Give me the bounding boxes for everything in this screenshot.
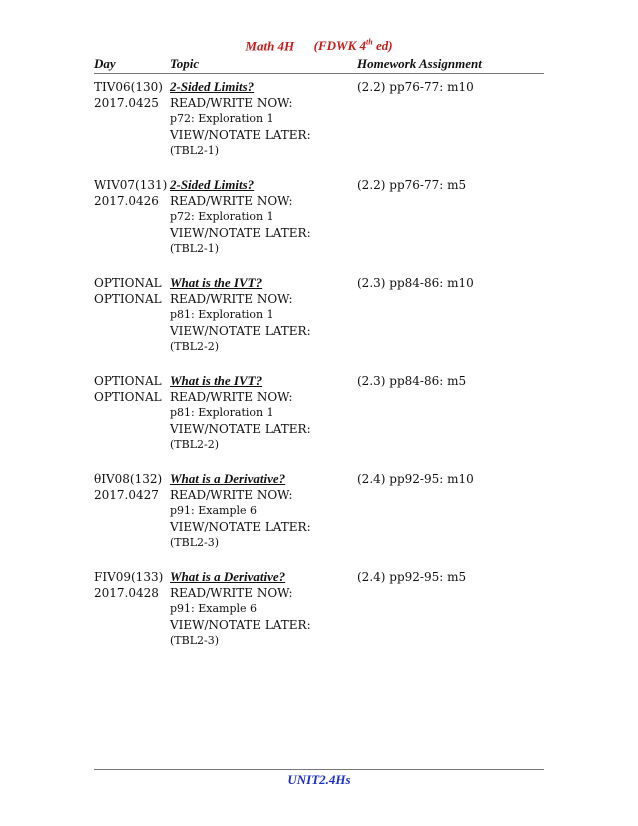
entry-day: FIV09(133) [94, 570, 164, 584]
entry-view-item: (TBL2-3) [170, 634, 220, 647]
entry-read-label: READ/WRITE NOW: [170, 96, 293, 110]
entry-day: OPTIONAL [94, 276, 162, 290]
entry-topic-cell [170, 471, 355, 551]
entry-topic-title: What is a Derivative? [170, 471, 286, 486]
entry-view-item: (TBL2-2) [170, 340, 220, 353]
entry-view-label: VIEW/NOTATE LATER: [170, 226, 311, 240]
entry-date: 2017.0428 [94, 586, 159, 600]
footer-unit-label: UNIT2.4Hs [287, 772, 351, 787]
entry-read-item: p81: Exploration 1 [170, 308, 274, 321]
entry-view-label: VIEW/NOTATE LATER: [170, 422, 311, 436]
entry-view-label: VIEW/NOTATE LATER: [170, 618, 311, 632]
entry-read-item: p72: Exploration 1 [170, 210, 274, 223]
schedule-list [94, 79, 544, 667]
schedule-entry [94, 79, 544, 177]
header-topic: Topic [170, 56, 200, 71]
entry-day-cell [94, 471, 169, 503]
entry-homework: (2.4) pp92-95: m10 [357, 472, 474, 486]
entry-date: 2017.0426 [94, 194, 159, 208]
entry-day: θIV08(132) [94, 472, 163, 486]
entry-topic-cell [170, 79, 355, 159]
entry-day-cell [94, 373, 169, 405]
footer-divider [94, 769, 544, 770]
header-divider [94, 73, 544, 74]
entry-topic-title: What is the IVT? [170, 373, 263, 388]
entry-date: OPTIONAL [94, 390, 162, 404]
column-headers [94, 56, 544, 72]
entry-homework: (2.2) pp76-77: m10 [357, 80, 474, 94]
entry-day-cell [94, 79, 169, 111]
entry-topic-title: 2-Sided Limits? [170, 79, 255, 94]
course-name: Math 4H [245, 38, 295, 54]
entry-day-cell [94, 177, 169, 209]
entry-day-cell [94, 275, 169, 307]
entry-topic-cell [170, 373, 355, 453]
entry-homework: (2.2) pp76-77: m5 [357, 178, 467, 192]
entry-date: 2017.0427 [94, 488, 159, 502]
entry-view-item: (TBL2-1) [170, 242, 220, 255]
entry-homework-cell [357, 275, 544, 291]
entry-topic-cell [170, 569, 355, 649]
entry-view-item: (TBL2-1) [170, 144, 220, 157]
entry-topic-title: What is the IVT? [170, 275, 263, 290]
schedule-entry [94, 471, 544, 569]
schedule-entry [94, 275, 544, 373]
entry-read-label: READ/WRITE NOW: [170, 390, 293, 404]
entry-topic-title: 2-Sided Limits? [170, 177, 255, 192]
entry-read-label: READ/WRITE NOW: [170, 292, 293, 306]
entry-topic-title: What is a Derivative? [170, 569, 286, 584]
header-day: Day [94, 56, 116, 71]
entry-homework: (2.3) pp84-86: m5 [357, 374, 467, 388]
entry-read-label: READ/WRITE NOW: [170, 488, 293, 502]
entry-read-item: p72: Exploration 1 [170, 112, 274, 125]
schedule-entry [94, 177, 544, 275]
entry-day: OPTIONAL [94, 374, 162, 388]
entry-day-cell [94, 569, 169, 601]
entry-homework: (2.4) pp92-95: m5 [357, 570, 467, 584]
entry-date: OPTIONAL [94, 292, 162, 306]
entry-topic-cell [170, 177, 355, 257]
schedule-entry [94, 373, 544, 471]
entry-topic-cell [170, 275, 355, 355]
entry-read-item: p81: Exploration 1 [170, 406, 274, 419]
entry-view-item: (TBL2-2) [170, 438, 220, 451]
schedule-entry [94, 569, 544, 667]
entry-homework-cell [357, 177, 544, 193]
entry-homework-cell [357, 373, 544, 389]
entry-date: 2017.0425 [94, 96, 159, 110]
entry-day: TIV06(130) [94, 80, 163, 94]
entry-view-label: VIEW/NOTATE LATER: [170, 324, 311, 338]
entry-read-label: READ/WRITE NOW: [170, 586, 293, 600]
entry-homework-cell [357, 471, 544, 487]
entry-read-label: READ/WRITE NOW: [170, 194, 293, 208]
entry-homework: (2.3) pp84-86: m10 [357, 276, 474, 290]
document-title [0, 38, 638, 54]
entry-read-item: p91: Example 6 [170, 504, 258, 517]
entry-view-label: VIEW/NOTATE LATER: [170, 128, 311, 142]
entry-day: WIV07(131) [94, 178, 168, 192]
textbook-edition: (FDWK 4th ed) [313, 38, 393, 54]
entry-homework-cell [357, 79, 544, 95]
entry-read-item: p91: Example 6 [170, 602, 258, 615]
header-homework: Homework Assignment [357, 56, 482, 71]
entry-view-item: (TBL2-3) [170, 536, 220, 549]
entry-view-label: VIEW/NOTATE LATER: [170, 520, 311, 534]
entry-homework-cell [357, 569, 544, 585]
